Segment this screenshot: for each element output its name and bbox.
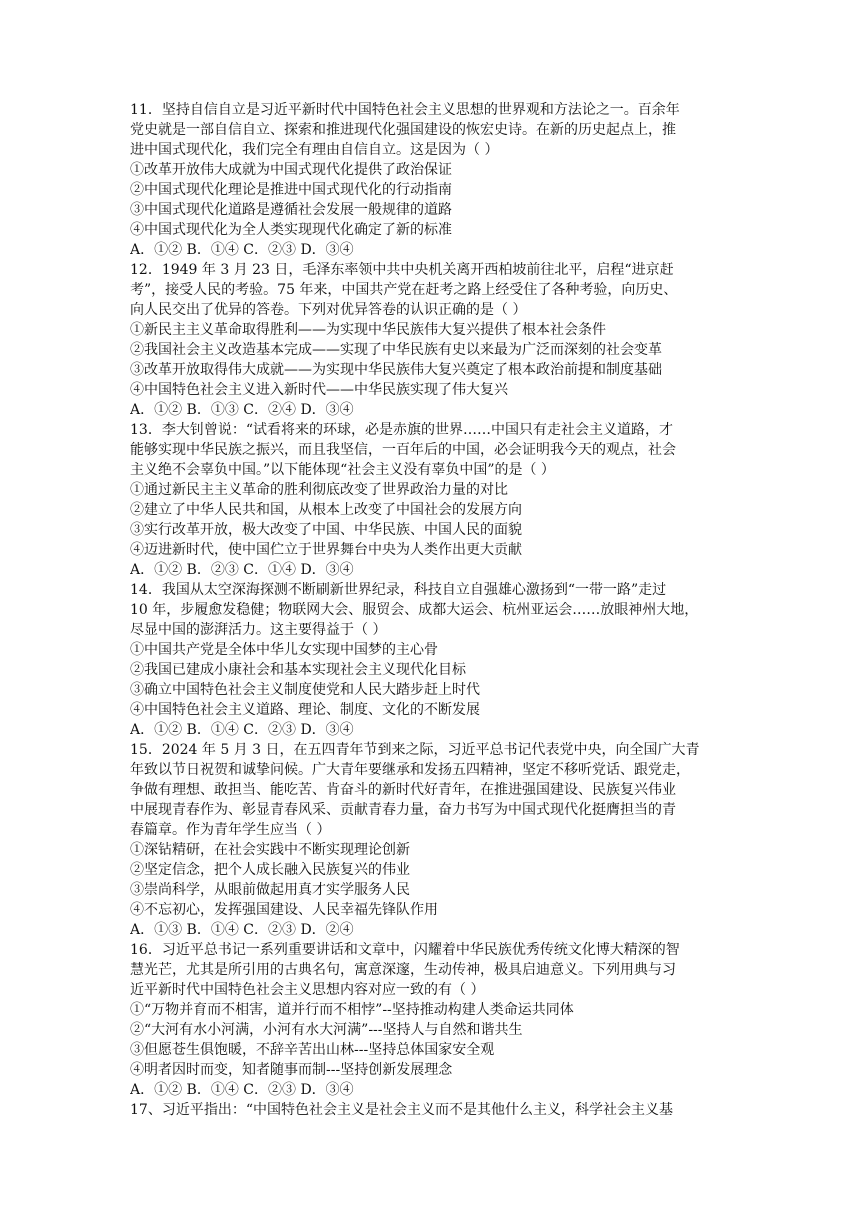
option-line: ②我国已建成小康社会和基本实现社会主义现代化目标 xyxy=(130,662,466,678)
question-stem-line: 能够实现中华民族之振兴，而且我坚信，一百年后的中国，必会证明我今天的观点，社会 xyxy=(130,442,676,458)
answer-choices: A．①② B．②③ C．①④ D．③④ xyxy=(130,562,354,578)
answer-choices: A．①② B．①③ C．②④ D．③④ xyxy=(130,402,354,418)
question-15 xyxy=(130,740,740,940)
option-line: ③但愿苍生俱饱暖，不辞辛苦出山林---坚持总体国家安全观 xyxy=(130,1042,495,1058)
question-stem-line: 进中国式现代化，我们完全有理由自信自立。这是因为（ ） xyxy=(130,142,499,158)
question-stem-line: 向人民交出了优异的答卷。下列对优异答卷的认识正确的是（ ） xyxy=(130,302,527,318)
option-line: ③中国式现代化道路是遵循社会发展一般规律的道路 xyxy=(130,202,452,218)
option-line: ④中国特色社会主义道路、理论、制度、文化的不断发展 xyxy=(130,702,480,718)
option-line: ③确立中国特色社会主义制度使党和人民大踏步赶上时代 xyxy=(130,682,480,698)
option-line: ①改革开放伟大成就为中国式现代化提供了政治保证 xyxy=(130,162,452,178)
option-line: ①中国共产党是全体中华儿女实现中国梦的主心骨 xyxy=(130,642,438,658)
option-line: ②“大河有水小河满，小河有水大河满”---坚持人与自然和谐共生 xyxy=(130,1022,523,1038)
option-line: ②中国式现代化理论是推进中国式现代化的行动指南 xyxy=(130,182,452,198)
question-stem-line: 主义绝不会辜负中国。”以下能体现“社会主义没有辜负中国”的是（ ） xyxy=(130,462,555,478)
option-line: ②坚定信念，把个人成长融入民族复兴的伟业 xyxy=(130,862,410,878)
question-16 xyxy=(130,940,740,1100)
question-stem-line: 12．1949 年 3 月 23 日，毛泽东率领中共中央机关离开西柏坡前往北平，启程“进京赶 xyxy=(130,262,674,278)
question-stem-line: 15．2024 年 5 月 3 日，在五四青年节到来之际，习近平总书记代表党中央，向全国广大青 xyxy=(130,742,700,758)
question-stem-line: 16．习近平总书记一系列重要讲话和文章中，闪耀着中华民族优秀传统文化博大精深的智 xyxy=(130,942,680,958)
question-12 xyxy=(130,260,740,420)
option-line: ③崇尚科学，从眼前做起用真才实学服务人民 xyxy=(130,882,410,898)
option-line: ②我国社会主义改造基本完成——实现了中华民族有史以来最为广泛而深刻的社会变革 xyxy=(130,342,662,358)
exam-page xyxy=(130,100,740,1120)
question-14 xyxy=(130,580,740,740)
option-line: ①通过新民主主义革命的胜利彻底改变了世界政治力量的对比 xyxy=(130,482,508,498)
option-line: ①“万物并育而不相害，道并行而不相悖”--坚持推动构建人类命运共同体 xyxy=(130,1002,574,1018)
question-stem-line: 17、习近平指出：“中国特色社会主义是社会主义而不是其他什么主义，科学社会主义基 xyxy=(130,1102,673,1118)
option-line: ①深钻精研，在社会实践中不断实现理论创新 xyxy=(130,842,410,858)
question-11 xyxy=(130,100,740,260)
option-line: ④明者因时而变，知者随事而制---坚持创新发展理念 xyxy=(130,1062,453,1078)
option-line: ④中国特色社会主义进入新时代——中华民族实现了伟大复兴 xyxy=(130,382,508,398)
question-stem-line: 14．我国从太空深海探测不断刷新世界纪录，科技自立自强雄心激扬到“一带一路”走过 xyxy=(130,582,667,598)
question-stem-line: 争做有理想、敢担当、能吃苦、肯奋斗的新时代好青年，在推进强国建设、民族复兴伟业 xyxy=(130,782,676,798)
question-stem-line: 党史就是一部自信自立、探索和推进现代化强国建设的恢宏史诗。在新的历史起点上，推 xyxy=(130,122,676,138)
option-line: ④中国式现代化为全人类实现现代化确定了新的标准 xyxy=(130,222,452,238)
option-line: ④迈进新时代，使中国伫立于世界舞台中央为人类作出更大贡献 xyxy=(130,542,522,558)
answer-choices: A．①② B．①④ C．②③ D．③④ xyxy=(130,242,354,258)
question-stem-line: 年致以节日祝贺和诚挚问候。广大青年要继承和发扬五四精神，坚定不移听党话、跟党走， xyxy=(130,762,690,778)
question-stem-line: 考”，接受人民的考验。75 年来，中国共产党在赶考之路上经受住了各种考验，向历史、 xyxy=(130,282,678,298)
question-stem-line: 尽显中国的澎湃活力。这主要得益于（ ） xyxy=(130,622,387,638)
option-line: ③改革开放取得伟大成就——为实现中华民族伟大复兴奠定了根本政治前提和制度基础 xyxy=(130,362,662,378)
option-line: ②建立了中华人民共和国，从根本上改变了中国社会的发展方向 xyxy=(130,502,522,518)
answer-choices: A．①③ B．①④ C．②③ D．②④ xyxy=(130,922,354,938)
option-line: ④不忘初心，发挥强国建设、人民幸福先锋队作用 xyxy=(130,902,438,918)
answer-choices: A．①② B．①④ C．②③ D．③④ xyxy=(130,1082,354,1098)
question-stem-line: 春篇章。作为青年学生应当（ ） xyxy=(130,822,331,838)
question-stem-line: 11．坚持自信自立是习近平新时代中国特色社会主义思想的世界观和方法论之一。百余年 xyxy=(130,102,680,118)
question-stem-line: 10 年，步履愈发稳健；物联网大会、服贸会、成都大运会、杭州亚运会……放眼神州大地， xyxy=(130,602,699,618)
question-stem-line: 近平新时代中国特色社会主义思想内容对应一致的有（ ） xyxy=(130,982,485,998)
answer-choices: A．①② B．①④ C．②③ D．③④ xyxy=(130,722,354,738)
question-stem-line: 13．李大钊曾说：“试看将来的环球，必是赤旗的世界……中国只有走社会主义道路，才 xyxy=(130,422,673,438)
option-line: ①新民主主义革命取得胜利——为实现中华民族伟大复兴提供了根本社会条件 xyxy=(130,322,606,338)
question-stem-line: 慧光芒，尤其是所引用的古典名句，寓意深邃，生动传神，极具启迪意义。下列用典与习 xyxy=(130,962,676,978)
option-line: ③实行改革开放，极大改变了中国、中华民族、中国人民的面貌 xyxy=(130,522,522,538)
question-stem-line: 中展现青春作为、彰显青春风采、贡献青春力量，奋力书写为中国式现代化挺膺担当的青 xyxy=(130,802,676,818)
question-13 xyxy=(130,420,740,580)
question-17 xyxy=(130,1100,740,1120)
